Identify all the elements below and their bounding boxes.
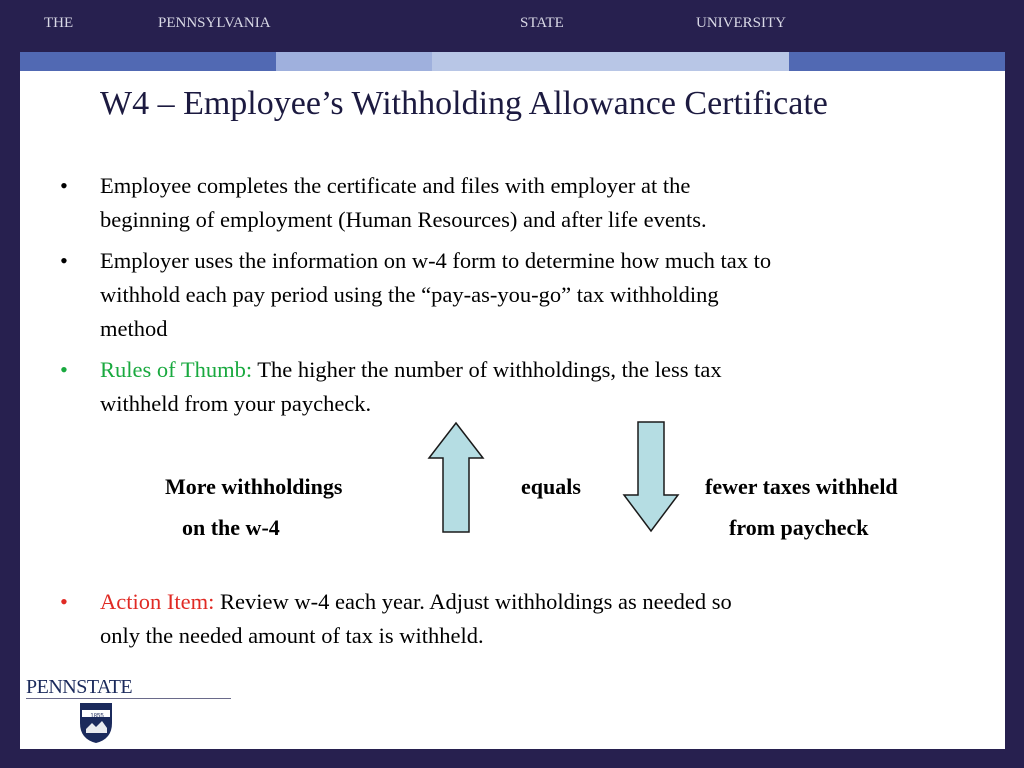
bullet-text xyxy=(100,353,950,421)
bullet-line: withhold each pay period using the “pay-as-you-go” tax withholding xyxy=(100,282,719,307)
arrow-up-icon xyxy=(426,421,486,534)
pennstate-wordmark: PENNSTATE xyxy=(26,676,133,698)
accent-bar xyxy=(276,52,432,71)
bullet-line-text: The higher the number of withholdings, the less tax xyxy=(252,357,722,382)
bullet-line: only the needed amount of tax is withheld. xyxy=(100,623,484,648)
equation-left-line1: More withholdings xyxy=(165,474,343,499)
banner-word-the: THE xyxy=(44,15,74,31)
equation-right-line1: fewer taxes withheld xyxy=(705,474,898,499)
bullet-text xyxy=(100,169,950,237)
slide-title: W4 – Employee’s Withholding Allowance Certificate xyxy=(100,85,828,122)
accent-bar xyxy=(20,52,276,71)
equation-middle: equals xyxy=(521,474,581,499)
bullet-marker: • xyxy=(60,248,68,273)
bullet-line: Employer uses the information on w-4 form to determine how much tax to xyxy=(100,248,772,273)
bullet-line: withheld from your paycheck. xyxy=(100,391,372,416)
bullet-line: beginning of employment (Human Resources) and after life events. xyxy=(100,207,707,232)
arrow-down-icon xyxy=(621,420,681,533)
shield-icon xyxy=(78,701,114,745)
action-item-label: Action Item: xyxy=(100,589,215,614)
bullet-line: method xyxy=(100,316,168,341)
bullet-marker: • xyxy=(60,173,68,198)
bullet-line xyxy=(100,585,950,619)
university-banner xyxy=(0,0,1024,50)
bullet-line-text: Review w-4 each year. Adjust withholdings as needed so xyxy=(214,589,732,614)
banner-word-pennsylvania: PENNSYLVANIA xyxy=(158,15,271,31)
bullet-marker: • xyxy=(60,589,68,614)
slide-canvas xyxy=(20,52,1005,749)
svg-text:1855: 1855 xyxy=(90,713,104,718)
equation-right-line2: from paycheck xyxy=(729,515,869,540)
accent-bar xyxy=(789,52,1005,71)
bullet-marker: • xyxy=(60,357,68,382)
banner-word-state: STATE xyxy=(520,15,564,31)
bullet-text xyxy=(100,244,950,346)
accent-bar xyxy=(432,52,789,71)
logo-year xyxy=(82,712,112,718)
banner-word-university: UNIVERSITY xyxy=(696,15,786,31)
bullet-line xyxy=(100,353,950,387)
logo-divider xyxy=(26,698,231,699)
bullet-line: Employee completes the certificate and files with employer at the xyxy=(100,173,691,198)
rules-of-thumb-label: Rules of Thumb: xyxy=(100,357,253,382)
bullet-text xyxy=(100,585,950,653)
equation-left-line2: on the w-4 xyxy=(182,515,280,540)
